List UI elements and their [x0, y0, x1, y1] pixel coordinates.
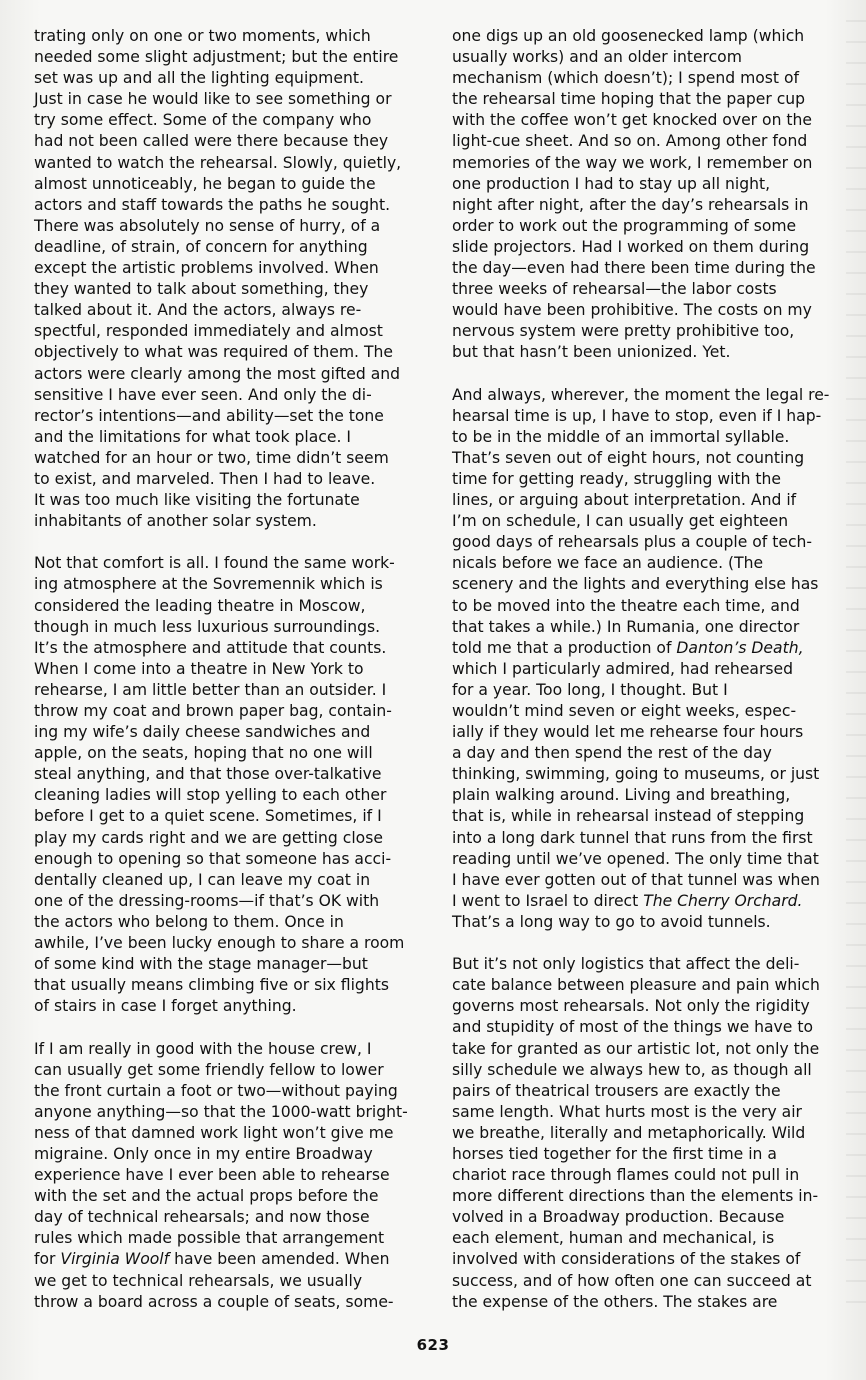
right-paragraph-2 [452, 385, 842, 638]
text-line: nicals before we face an audience. (The [452, 554, 764, 573]
text-line: day of technical rehearsals; and now those [34, 1208, 370, 1227]
text-line: that is, while in rehearsal instead of stepping [452, 807, 805, 826]
right-paragraph-2-end [452, 912, 842, 933]
text-line: rehearse, I am little better than an outsider. I [34, 680, 387, 699]
text-line: slide projectors. Had I worked on them during [452, 237, 810, 256]
text-line: which I particularly admired, had rehearsed [452, 659, 793, 678]
left-column [34, 26, 424, 1313]
text-line: ness of that damned work light won’t give me [34, 1123, 394, 1142]
text-line: objectively to what was required of them. The [34, 343, 393, 362]
text-line: ing my wife’s daily cheese sandwiches and [34, 723, 371, 742]
text-line: usually works) and an older intercom [452, 48, 742, 67]
text-line: time for getting ready, struggling with the [452, 469, 781, 488]
text-line: but that hasn’t been unionized. Yet. [452, 343, 731, 362]
text-line: There was absolutely no sense of hurry, of a [34, 216, 381, 235]
text-line: actors were clearly among the most gifted and [34, 364, 401, 383]
text-line: I’m on schedule, I can usually get eighteen [452, 512, 789, 531]
text-line: with the coffee won’t get knocked over on the [452, 111, 813, 130]
text-line: nervous system were pretty prohibitive too, [452, 322, 795, 341]
text-line: night after night, after the day’s rehearsals in [452, 195, 809, 214]
text-line: the expense of the others. The stakes are [452, 1292, 778, 1311]
text-line: we breathe, literally and metaphorically. Wild [452, 1123, 806, 1142]
text-line: the front curtain a foot or two—without paying [34, 1081, 398, 1100]
text-line: wanted to watch the rehearsal. Slowly, quietly, [34, 153, 402, 172]
text-line: reading until we’ve opened. The only time that [452, 849, 819, 868]
text-line: apple, on the seats, hoping that no one will [34, 744, 373, 763]
text-line: pairs of theatrical trousers are exactly the [452, 1081, 781, 1100]
italic-title-virginia-woolf: Virginia Woolf [60, 1250, 170, 1269]
page-number: 623 [416, 1336, 450, 1354]
text-line: That’s a long way to go to avoid tunnels. [452, 912, 771, 931]
text-line: rector’s intentions—and ability—set the tone [34, 406, 384, 425]
text-line: migraine. Only once in my entire Broadway [34, 1144, 373, 1163]
text-line: try some effect. Some of the company who [34, 111, 372, 130]
text-line: same length. What hurts most is the very air [452, 1102, 802, 1121]
text-line: play my cards right and we are getting close [34, 828, 383, 847]
text-line: rules which made possible that arrangement [34, 1229, 385, 1248]
text-line: Not that comfort is all. I found the same work- [34, 554, 395, 573]
text-line: that usually means climbing five or six flights [34, 976, 389, 995]
text-line: that takes a while.) In Rumania, one director [452, 617, 800, 636]
text-line: experience have I ever been able to rehearse [34, 1166, 390, 1185]
text-line: memories of the way we work, I remember on [452, 153, 813, 172]
text-line-cherry: I went to Israel to direct The Cherry Orchard. [452, 891, 803, 910]
right-paragraph-1 [452, 26, 842, 364]
left-paragraph-1 [34, 26, 424, 532]
text-line: dentally cleaned up, I can leave my coat in [34, 870, 371, 889]
text-line: Just in case he would like to see something or [34, 90, 392, 109]
facing-page-bleed [846, 20, 866, 1320]
text-line: success, and of how often one can succeed at [452, 1271, 812, 1290]
text-line: light-cue sheet. And so on. Among other fond [452, 132, 808, 151]
text-line: I have ever gotten out of that tunnel was when [452, 870, 820, 889]
text-line: thinking, swimming, going to museums, or just [452, 765, 820, 784]
text-line: cleaning ladies will stop yelling to each other [34, 786, 387, 805]
text-line: though in much less luxurious surroundings. [34, 617, 381, 636]
text-line: talked about it. And the actors, always re- [34, 301, 362, 320]
text-line: order to work out the programming of some [452, 216, 797, 235]
text-line: throw a board across a couple of seats, some- [34, 1292, 394, 1311]
text-line: horses tied together for the first time in a [452, 1144, 777, 1163]
text-line: inhabitants of another solar system. [34, 512, 317, 531]
text-line-woolf: for Virginia Woolf have been amended. When [34, 1250, 390, 1269]
text-line: of some kind with the stage manager—but [34, 955, 368, 974]
text-line: If I am really in good with the house crew, I [34, 1039, 372, 1058]
text-line: scenery and the lights and everything else has [452, 575, 819, 594]
text-line: the rehearsal time hoping that the paper cup [452, 90, 806, 109]
text-line: the day—even had there been time during the [452, 259, 816, 278]
text-line: can usually get some friendly fellow to lower [34, 1060, 384, 1079]
text-line: enough to opening so that someone has acci- [34, 849, 392, 868]
text-line: had not been called were there because they [34, 132, 389, 151]
text-line: one production I had to stay up all night, [452, 174, 771, 193]
text-line: to be in the middle of an immortal syllable. [452, 427, 790, 446]
text-line: into a long dark tunnel that runs from the first [452, 828, 813, 847]
text-line: three weeks of rehearsal—the labor costs [452, 280, 777, 299]
text-line: a day and then spend the rest of the day [452, 744, 772, 763]
text-line: It’s the atmosphere and attitude that counts. [34, 638, 387, 657]
text-line: take for granted as our artistic lot, not only the [452, 1039, 820, 1058]
left-paragraph-3-end [34, 1271, 424, 1313]
text-line: good days of rehearsals plus a couple of tech- [452, 533, 813, 552]
text-line: the actors who belong to them. Once in [34, 912, 344, 931]
right-paragraph-2-mid [452, 659, 842, 891]
text-line: except the artistic problems involved. When [34, 259, 379, 278]
text-line: trating only on one or two moments, which [34, 27, 371, 45]
text-line: set was up and all the lighting equipment. [34, 69, 364, 88]
text-line: they wanted to talk about something, they [34, 280, 369, 299]
text-line: to be moved into the theatre each time, and [452, 596, 800, 615]
text-line: ing atmosphere at the Sovremennik which is [34, 575, 383, 594]
text-line: each element, human and mechanical, is [452, 1229, 775, 1248]
text-line: one digs up an old goosenecked lamp (which [452, 27, 805, 45]
text-line: When I come into a theatre in New York to [34, 659, 364, 678]
left-paragraph-2 [34, 553, 424, 1017]
text-line: before I get to a quiet scene. Sometimes, if I [34, 807, 382, 826]
text-line: actors and staff towards the paths he sought. [34, 195, 391, 214]
text-line: lines, or arguing about interpretation. And if [452, 491, 797, 510]
text-line: watched for an hour or two, time didn’t seem [34, 448, 389, 467]
text-line: throw my coat and brown paper bag, contain- [34, 702, 392, 720]
text-line: considered the leading theatre in Moscow, [34, 596, 366, 615]
text-line: silly schedule we always hew to, as though all [452, 1060, 812, 1079]
italic-title-cherry-orchard: The Cherry Orchard. [643, 891, 803, 910]
text-line: sensitive I have ever seen. And only the di- [34, 385, 372, 404]
left-paragraph-3 [34, 1039, 424, 1250]
right-paragraph-3 [452, 954, 842, 1313]
text-line: with the set and the actual props before the [34, 1187, 379, 1206]
text-line: to exist, and marveled. Then I had to leave. [34, 469, 376, 488]
text-line: cate balance between pleasure and pain which [452, 976, 820, 995]
text-line: would have been prohibitive. The costs on my [452, 301, 812, 320]
text-line: governs most rehearsals. Not only the rigidity [452, 997, 810, 1016]
text-line: of stairs in case I forget anything. [34, 997, 297, 1016]
text-line: almost unnoticeably, he began to guide the [34, 174, 376, 193]
text-line: awhile, I’ve been lucky enough to share a room [34, 934, 405, 953]
text-line: chariot race through flames could not pull in [452, 1166, 800, 1185]
text-line: wouldn’t mind seven or eight weeks, espec- [452, 702, 797, 720]
italic-title-dantons-death: Danton’s Death, [676, 638, 804, 657]
text-line: one of the dressing-rooms—if that’s OK with [34, 891, 380, 910]
text-line: for a year. Too long, I thought. But I [452, 680, 728, 699]
text-line: anyone anything—so that the 1000-watt bright- [34, 1102, 408, 1121]
right-column [452, 26, 842, 1313]
text-line: we get to technical rehearsals, we usually [34, 1271, 363, 1290]
text-line: needed some slight adjustment; but the entire [34, 48, 399, 67]
text-line: That’s seven out of eight hours, not counting [452, 448, 805, 467]
text-line: But it’s not only logistics that affect the deli- [452, 955, 800, 974]
text-line: mechanism (which doesn’t); I spend most of [452, 69, 800, 88]
text-line: hearsal time is up, I have to stop, even if I hap- [452, 406, 822, 425]
text-line: spectful, responded immediately and almost [34, 322, 383, 341]
text-line: more different directions than the elements in- [452, 1187, 819, 1206]
text-line: and the limitations for what took place. I [34, 427, 351, 446]
text-line: and stupidity of most of the things we have to [452, 1018, 813, 1037]
text-line: volved in a Broadway production. Because [452, 1208, 785, 1227]
text-line: involved with considerations of the stakes of [452, 1250, 801, 1269]
text-line: steal anything, and that those over-talkative [34, 765, 382, 784]
text-line: plain walking around. Living and breathing, [452, 786, 791, 805]
text-line-danton: told me that a production of Danton’s Death, [452, 638, 804, 657]
text-line: And always, wherever, the moment the legal re- [452, 385, 830, 404]
text-line: It was too much like visiting the fortunate [34, 491, 360, 510]
text-line: deadline, of strain, of concern for anything [34, 237, 368, 256]
text-line: ially if they would let me rehearse four hours [452, 723, 804, 742]
